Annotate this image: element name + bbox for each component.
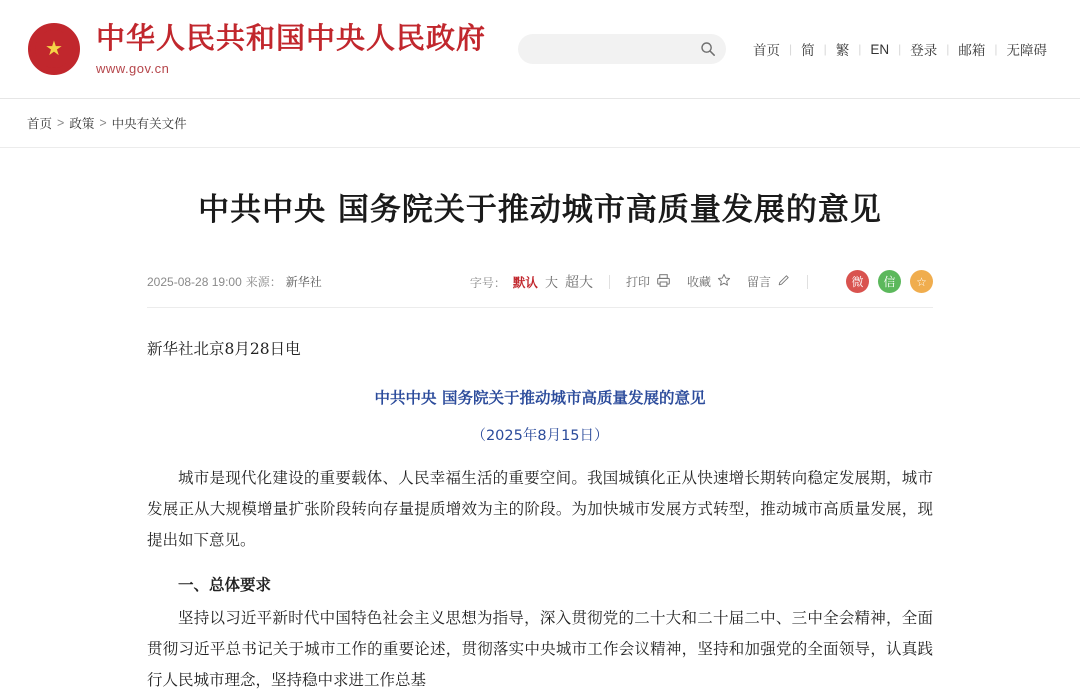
- nav-separator: |: [858, 42, 862, 56]
- meta-left: [147, 273, 322, 290]
- message-button[interactable]: [747, 273, 791, 290]
- font-size-control: [470, 272, 593, 292]
- star-icon: [717, 273, 731, 290]
- font-size-default-button[interactable]: 默认: [512, 275, 538, 290]
- nav-item-traditional[interactable]: 繁: [835, 43, 850, 58]
- nav-item-mail[interactable]: 邮箱: [958, 43, 986, 58]
- paragraph-1: 城市是现代化建设的重要载体、人民幸福生活的重要空间。我国城镇化正从快速增长期转向稳定发展期，城市发展正从大规模增量扩张阶段转向存量提质增效为主的阶段。为加快城市发展方式转型，推动城市高质量发展，现提出如下意见。: [147, 469, 933, 550]
- paragraph-2: 坚持以习近平新时代中国特色社会主义思想为指导，深入贯彻党的二十大和二十届二中、三中全会精神，全面贯彻习近平总书记关于城市工作的重要论述，贯彻落实中央城市工作会议精神，坚持和加强党的全面领导，认真践行人民城市理念，坚持稳中求进工作总基: [147, 609, 933, 690]
- site-brand-url: www.gov.cn: [96, 60, 170, 76]
- nav-item-home[interactable]: 首页: [752, 43, 780, 58]
- national-emblem-icon: ★: [26, 21, 82, 77]
- favorite-label: 收藏: [686, 275, 711, 290]
- source-value: 新华社: [285, 275, 322, 290]
- nav-item-accessibility[interactable]: 无障碍: [1006, 43, 1047, 58]
- favorite-button[interactable]: [687, 273, 731, 290]
- qzone-share-icon[interactable]: ☆: [910, 270, 933, 293]
- meta-divider: [609, 275, 610, 289]
- printer-icon: [656, 273, 671, 291]
- share-buttons: [846, 270, 933, 293]
- article: [0, 190, 1080, 696]
- weibo-share-icon[interactable]: 微: [846, 270, 869, 293]
- meta-tools: [470, 272, 824, 292]
- breadcrumb-separator: >: [57, 116, 65, 130]
- nav-item-login[interactable]: 登录: [910, 43, 938, 58]
- nav-item-english[interactable]: EN: [870, 41, 890, 57]
- font-size-label: 字号：: [469, 275, 506, 290]
- nav-separator: |: [994, 42, 998, 56]
- site-brand[interactable]: [96, 22, 486, 75]
- source-label: 来源：: [245, 275, 282, 290]
- search-icon[interactable]: [700, 41, 716, 57]
- print-button[interactable]: [626, 273, 671, 291]
- breadcrumb-item-central-documents[interactable]: 中央有关文件: [111, 117, 187, 131]
- section-heading-1: 一、总体要求: [178, 576, 272, 595]
- font-size-large-button[interactable]: 大: [544, 274, 558, 290]
- nav-separator: |: [898, 42, 902, 56]
- header-nav: [744, 39, 1056, 59]
- document-title: 中共中央 国务院关于推动城市高质量发展的意见: [374, 389, 706, 408]
- dateline: 新华社北京8月28日电: [147, 340, 301, 359]
- nav-separator: |: [823, 42, 827, 56]
- breadcrumb-divider: [0, 147, 1080, 148]
- nav-separator: |: [788, 42, 793, 56]
- search-input[interactable]: [532, 41, 700, 57]
- nav-item-simplified[interactable]: 简: [801, 43, 815, 58]
- breadcrumb-item-policy[interactable]: 政策: [69, 117, 95, 131]
- print-label: 打印: [625, 275, 650, 290]
- wechat-share-icon[interactable]: 信: [878, 270, 901, 293]
- document-date: （2025年8月15日）: [471, 428, 609, 445]
- site-brand-title: 中华人民共和国中央人民政府: [96, 21, 487, 56]
- message-label: 留言: [746, 275, 771, 290]
- breadcrumb-separator: >: [99, 116, 107, 130]
- header-right: [518, 34, 1056, 64]
- page-title: 中共中央 国务院关于推动城市高质量发展的意见: [198, 192, 882, 228]
- pencil-icon: [777, 273, 791, 290]
- breadcrumb-item-home[interactable]: 首页: [27, 117, 53, 131]
- publish-datetime: 2025-08-28 19:00: [147, 274, 242, 289]
- breadcrumb: [0, 99, 1080, 147]
- font-size-xlarge-button[interactable]: 超大: [564, 273, 593, 290]
- nav-separator: |: [946, 42, 950, 56]
- article-body: [147, 334, 933, 696]
- meta-divider: [807, 275, 808, 289]
- article-meta-bar: [147, 266, 933, 308]
- site-header: [0, 0, 1080, 98]
- search-box[interactable]: [518, 34, 726, 64]
